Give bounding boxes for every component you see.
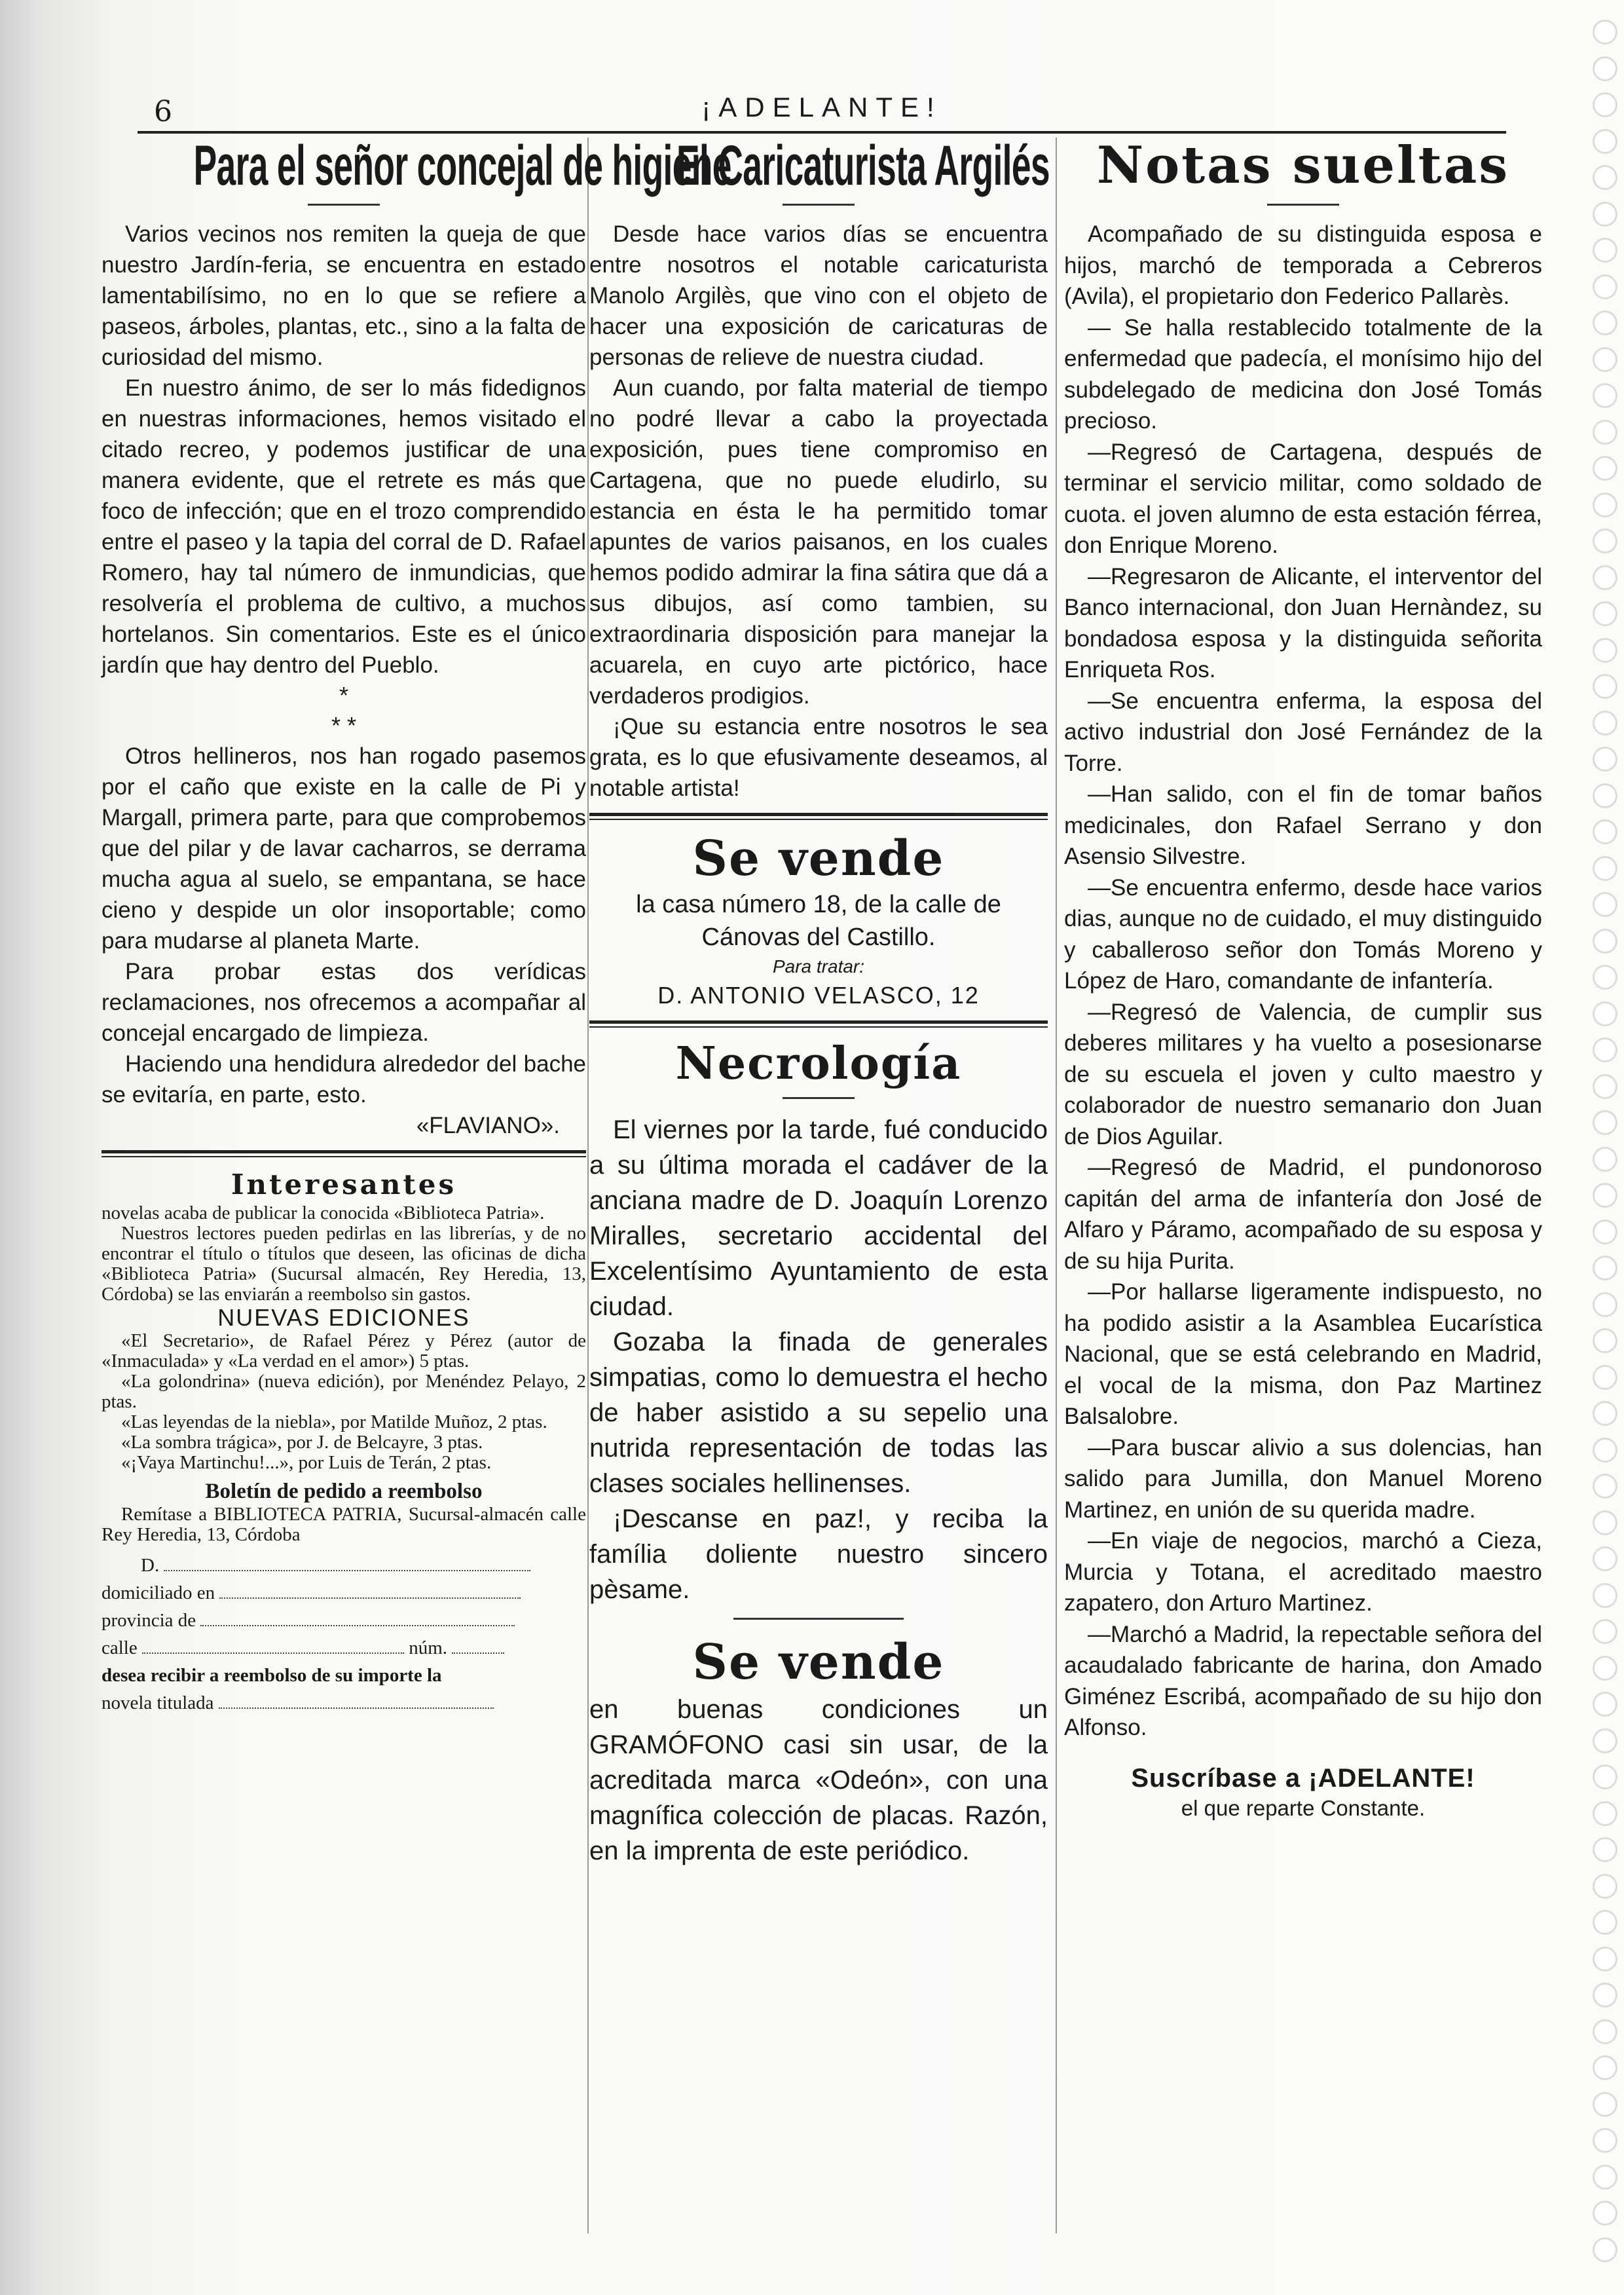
- section-rule: [101, 1150, 586, 1157]
- form-label: provincia de: [101, 1610, 196, 1631]
- paragraph: —Se encuentra enferma, la esposa del activo industrial don José Fernández de la Torre.: [1064, 688, 1542, 776]
- paragraph: Varios vecinos nos remiten la queja de que nuestro Jardín-feria, se encuentra en estado lamentabilísimo, no en lo que se refiere a paseos, árboles, plantas, etc., sino a la falta de curiosidad del mismo.: [101, 221, 586, 370]
- paragraph: —Regresó de Valencia, de cumplir sus deberes militares y ha vuelto a posesionarse de su escuela el joven y culto maestro y colaborador de nuestro semanario don Juan de Dios Aguilar.: [1064, 999, 1542, 1149]
- binder-hole: [1593, 347, 1617, 372]
- binder-hole: [1593, 819, 1617, 844]
- list-item: «El Secretario», de Rafael Pérez y Pérez (autor de «Inmaculada» y «La verdad en el amor») 5 ptas.: [101, 1330, 586, 1371]
- column-divider: [1056, 138, 1057, 2233]
- paragraph: —Han salido, con el fin de tomar baños medicinales, don Rafael Serrano y don Asensio Silvestre.: [1064, 781, 1542, 869]
- paragraph: Gozaba la finada de generales simpatias, como lo demuestra el hecho de haber asistido a su sepelio una nutrida representación de todas las clases sociales hellinenses.: [589, 1328, 1048, 1498]
- binder-hole: [1593, 1874, 1617, 1899]
- boletin-title: Boletín de pedido a reembolso: [205, 1480, 483, 1503]
- binder-hole: [1593, 1692, 1617, 1717]
- ad-text: [589, 1692, 1048, 1869]
- binder-hole: [1593, 2092, 1617, 2117]
- notas-body: [1064, 219, 1542, 1744]
- paragraph: Haciendo una hendidura alrededor del bache se evitaría, en parte, esto.: [101, 1051, 586, 1108]
- necrologia-body: [589, 1112, 1048, 1607]
- binder-hole: [1593, 2237, 1617, 2262]
- form-line: [101, 1689, 586, 1717]
- paragraph: Aun cuando, por falta material de tiempo no podré llevar a cabo la proyectada exposición, pues tiene compromiso en Cartagena, que no puede eludirlo, su estancia en ésta le ha permitido tomar apuntes de varios paisanos, en los cuales hemos podido admirar la fina sátira que dá a sus dibujos, así como tambien, su extraordinaria disposición para manejar la acuarela, en cuyo arte pictórico, hace verdaderos prodigios.: [589, 375, 1048, 709]
- form-label: calle: [101, 1637, 138, 1658]
- binder-hole: [1593, 1401, 1617, 1426]
- binder-hole: [1593, 20, 1617, 45]
- binder-hole: [1593, 2019, 1617, 2044]
- paragraph: —Marchó a Madrid, la repectable señora del acaudalado fabricante de harina, don Amado Giménez Escribá, acompañado de su hijo don Alfonso.: [1064, 1621, 1542, 1740]
- binder-hole: [1593, 310, 1617, 335]
- interesantes-body: [101, 1203, 586, 1305]
- binder-hole: [1593, 238, 1617, 263]
- title-rule: [1267, 204, 1339, 206]
- paragraph: —Por hallarse ligeramente indispuesto, no ha podido asistir a la Asamblea Eucarística Nacional, que se está celebrando en Madrid, el vocal de la misma, don Paz Martinez Balsalobre.: [1064, 1279, 1542, 1429]
- paragraph: en buenas condiciones un GRAMÓFONO casi sin usar, de la acreditada marca «Odeón», con una magnífica colección de placas. Razón, en la imprenta de este periódico.: [589, 1695, 1048, 1865]
- binder-hole: [1593, 1365, 1617, 1390]
- paragraph: ¡Descanse en paz!, y reciba la família doliente nuestro sincero pèsame.: [589, 1504, 1048, 1604]
- form-label: domiciliado en: [101, 1582, 215, 1603]
- binder-hole: [1593, 1037, 1617, 1062]
- form-line: [101, 1607, 586, 1634]
- binder-hole: [1593, 1220, 1617, 1244]
- binder-hole: [1593, 1656, 1617, 1681]
- column-2: [589, 134, 1048, 1869]
- paragraph: ¡Que su estancia entre nosotros le sea grata, es lo que efusivamente deseamos, al notable artista!: [589, 714, 1048, 801]
- form-line: [101, 1662, 586, 1689]
- binder-hole: [1593, 1546, 1617, 1571]
- form-label: novela titulada: [101, 1692, 214, 1713]
- binder-hole: [1593, 1510, 1617, 1535]
- binder-hole: [1593, 1583, 1617, 1608]
- form-line: [141, 1552, 586, 1579]
- section-rule: [589, 813, 1048, 820]
- section-rule-short: [733, 1618, 904, 1620]
- binder-hole: [1593, 2128, 1617, 2153]
- ediciones-title: NUEVAS EDICIONES: [217, 1304, 470, 1331]
- article-title-notas: Notas sueltas: [1096, 136, 1510, 195]
- binder-hole: [1593, 1328, 1617, 1353]
- binder-hole: [1593, 1147, 1617, 1172]
- binder-hole: [1593, 1074, 1617, 1099]
- order-form: [101, 1552, 586, 1717]
- form-label: D.: [141, 1555, 160, 1576]
- list-item: «La sombra trágica», por J. de Belcayre, 3 ptas.: [121, 1432, 483, 1453]
- list-item: «Las leyendas de la niebla», por Matilde Muñoz, 2 ptas.: [121, 1411, 547, 1432]
- ad-note: Para tratar:: [772, 956, 865, 977]
- binder-hole: [1593, 165, 1617, 190]
- article-title-caricaturista: El Caricaturista Argilés: [676, 134, 1050, 197]
- binder-hole: [1593, 1801, 1617, 1826]
- interesantes-title: Interesantes: [231, 1168, 457, 1201]
- form-label: núm.: [409, 1637, 448, 1658]
- paragraph: El viernes por la tarde, fué conducido a su última morada el cadáver de la anciana madre de D. Joaquín Lorenzo Miralles, secretario accidental del Excelentísimo Ayuntamiento de esta ciudad.: [589, 1115, 1048, 1321]
- form-field-address[interactable]: [219, 1597, 521, 1599]
- paragraph: —Para buscar alivio a sus dolencias, han salido para Jumilla, don Manuel Moreno Martinez, en unión de su querida madre.: [1064, 1434, 1542, 1523]
- column-divider: [587, 138, 589, 2233]
- binder-hole: [1593, 456, 1617, 481]
- signature: «FLAVIANO».: [416, 1113, 560, 1138]
- binder-hole: [1593, 783, 1617, 808]
- binder-hole: [1593, 1256, 1617, 1280]
- binder-hole: [1593, 565, 1617, 590]
- paragraph: —Se encuentra enfermo, desde hace varios dias, aunque no de cuidado, el muy distinguido y caballeroso señor don Tomás Moreno y López de Haro, comandante de infantería.: [1064, 874, 1542, 994]
- binder-hole: [1593, 638, 1617, 663]
- article-body-caricaturista: [589, 219, 1048, 804]
- ad-title: Se vende: [692, 1634, 945, 1690]
- form-field-title[interactable]: [219, 1707, 494, 1709]
- binder-hole: [1593, 747, 1617, 772]
- paragraph: —Regresó de Cartagena, después de terminar el servicio militar, como soldado de cuota. el joven alumno de esta estación férrea, don Enrique Moreno.: [1064, 439, 1542, 558]
- ad-casa: [589, 829, 1048, 1011]
- section-rule: [589, 1020, 1048, 1028]
- binder-hole: [1593, 601, 1617, 626]
- binder-hole: [1593, 711, 1617, 736]
- binder-hole: [1593, 856, 1617, 881]
- form-label: desea recibir a reembolso de su importe la: [101, 1665, 442, 1686]
- paragraph: Desde hace varios días se encuentra entre nosotros el notable caricaturista Manolo Argilès, que vino con el objeto de hacer una exposición de caricaturas de personas de relieve de nuestra ciudad.: [589, 221, 1048, 370]
- binder-hole: [1593, 129, 1617, 154]
- ad-title: Se vende: [692, 830, 945, 887]
- boletin-text: [101, 1504, 586, 1545]
- binder-hole: [1593, 274, 1617, 299]
- paragraph: —Regresó de Madrid, el pundonoroso capitán del arma de infantería don José de Alfaro y Páramo, acompañado de su esposa y de su hija Purita.: [1064, 1155, 1542, 1274]
- binder-hole: [1593, 529, 1617, 553]
- binder-hole: [1593, 1947, 1617, 1971]
- binder-holes: [1578, 20, 1624, 2273]
- title-rule: [783, 204, 855, 206]
- paragraph: Acompañado de su distinguida esposa e hijos, marchó de temporada a Cebreros (Avila), el propietario don Federico Pallarès.: [1064, 221, 1542, 309]
- paragraph: novelas acaba de publicar la conocida «Biblioteca Patria».: [101, 1203, 545, 1223]
- column-1: [101, 134, 731, 1717]
- binder-hole: [1593, 1910, 1617, 1935]
- binder-hole: [1593, 1728, 1617, 1753]
- paragraph: Remítase a BIBLIOTECA PATRIA, Sucursal-almacén calle Rey Heredia, 13, Córdoba: [101, 1504, 586, 1545]
- form-field-number[interactable]: [452, 1652, 504, 1654]
- subscribe-line: Suscríbase a ¡ADELANTE!: [1131, 1763, 1475, 1793]
- form-line: [101, 1634, 586, 1662]
- paragraph: Nuestros lectores pueden pedirlas en las librerías, y de no encontrar el título o títulos que deseen, las oficinas de dicha «Biblioteca Patria» (Sucursal almacén, Rey Heredia, 13, Córdoba) se las enviarán a reembolso sin gastos.: [101, 1223, 586, 1305]
- paragraph: Para probar estas dos verídicas reclamaciones, nos ofrecemos a acompañar al concejal encargado de limpieza.: [101, 959, 586, 1046]
- subscribe-subline: el que reparte Constante.: [1181, 1795, 1426, 1820]
- list-item: «¡Vaya Martinchu!...», por Luis de Terán, 2 ptas.: [121, 1452, 492, 1473]
- article-title-higiene: Para el señor concejal de higiene: [193, 134, 731, 197]
- binder-hole: [1593, 383, 1617, 408]
- form-line: [101, 1579, 586, 1607]
- binder-hole: [1593, 1983, 1617, 2007]
- binder-hole: [1593, 1001, 1617, 1026]
- binder-hole: [1593, 1837, 1617, 1862]
- page-number: 6: [154, 95, 172, 128]
- paragraph: Otros hellineros, nos han rogado pasemos por el caño que existe en la calle de Pi y Margall, primera parte, para que comprobemos que del pilar y de lavar cacharros, se derrama mucha agua al suelo, se empantana, se hace cieno y despide un olor insoportable; como para mudarse al planeta Marte.: [101, 743, 586, 954]
- binder-hole: [1593, 965, 1617, 990]
- binder-hole: [1593, 2165, 1617, 2190]
- article-body-higiene: [101, 219, 586, 1141]
- separator-stars: * * *: [331, 682, 357, 739]
- title-rule: [783, 1097, 855, 1099]
- ediciones-list: [101, 1331, 586, 1473]
- binder-hole: [1593, 493, 1617, 517]
- form-field-name[interactable]: [164, 1570, 530, 1571]
- binder-hole: [1593, 674, 1617, 699]
- paragraph: —Regresaron de Alicante, el interventor del Banco internacional, don Juan Hernàndez, su bondadosa esposa y la distinguida señorita Enriqueta Ros.: [1064, 563, 1542, 682]
- ad-text: la casa número 18, de la calle de Cánovas del Castillo.: [636, 891, 1001, 951]
- form-field-street[interactable]: [142, 1652, 404, 1654]
- interesantes-box: [101, 1166, 586, 1717]
- binder-hole: [1593, 2201, 1617, 2226]
- binder-hole: [1593, 2055, 1617, 2080]
- list-item: «La golondrina» (nueva edición), por Menéndez Pelayo, 2 ptas.: [101, 1371, 586, 1412]
- page-header: [138, 72, 1506, 134]
- form-field-province[interactable]: [200, 1625, 515, 1626]
- binder-hole: [1593, 420, 1617, 445]
- masthead: ¡ADELANTE!: [701, 92, 942, 122]
- binder-hole: [1593, 1292, 1617, 1317]
- title-rule: [308, 204, 380, 206]
- binder-hole: [1593, 929, 1617, 954]
- binder-hole: [1593, 1183, 1617, 1208]
- binder-hole: [1593, 92, 1617, 117]
- subscribe-note: [1064, 1762, 1542, 1822]
- binder-hole: [1593, 1474, 1617, 1499]
- necrologia-title: Necrología: [675, 1037, 962, 1090]
- binder-hole: [1593, 202, 1617, 227]
- binder-hole: [1593, 1619, 1617, 1644]
- paragraph: — Se halla restablecido totalmente de la enfermedad que padecía, el monísimo hijo del subdelegado de medicina don José Tomás precioso.: [1064, 314, 1542, 434]
- paragraph: En nuestro ánimo, de ser lo más fidedignos en nuestras informaciones, hemos visitado el citado recreo, y podemos justificar de una manera evidente, que el retrete es más que foco de infección; que en el trozo comprendido entre el paseo y la tapia del corral de D. Rafael Romero, hay tal número de inmundicias, que resolvería el problema de cultivo, a muchos hortelanos. Sin comentarios. Este es el único jardín que hay dentro del Pueblo.: [101, 375, 586, 678]
- binder-hole: [1593, 892, 1617, 917]
- ad-gramofono: [589, 1633, 1048, 1869]
- binder-hole: [1593, 1110, 1617, 1135]
- ad-contact: D. ANTONIO VELASCO, 12: [657, 982, 980, 1009]
- column-3: [1064, 134, 1542, 1822]
- necrologia: [589, 1037, 1048, 1607]
- binder-hole: [1593, 1764, 1617, 1789]
- paragraph: —En viaje de negocios, marchó a Cieza, Murcia y Totana, el acreditado maestro zapatero, don Arturo Martinez.: [1064, 1528, 1542, 1616]
- binder-hole: [1593, 1438, 1617, 1463]
- binder-hole: [1593, 56, 1617, 81]
